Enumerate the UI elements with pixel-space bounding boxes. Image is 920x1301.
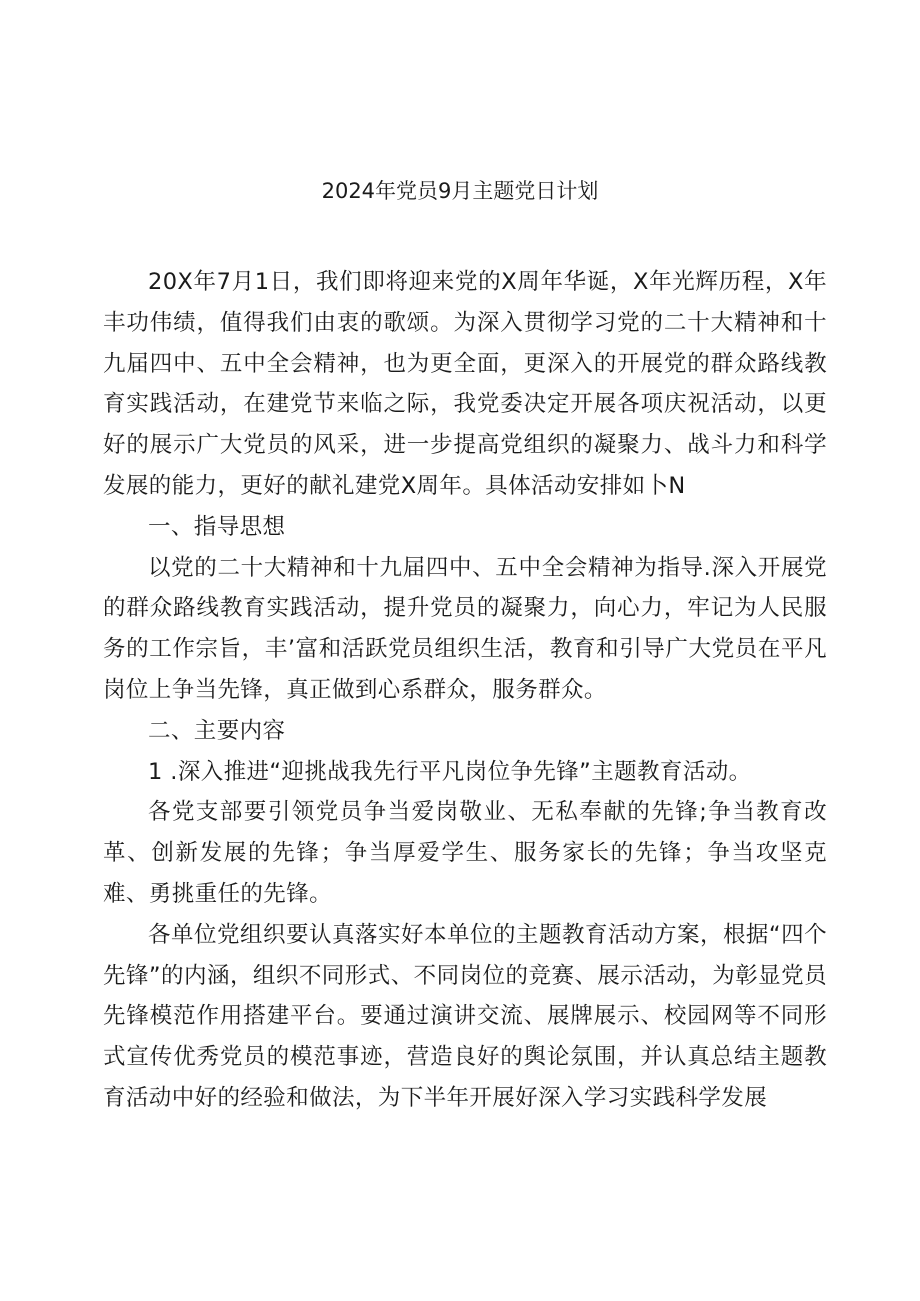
document-body	[103, 262, 827, 1119]
subheading-item-1: 1 .深入推进“迎挑战我先行平凡岗位争先锋”主题教育活动。	[148, 758, 752, 785]
guiding-ideology-paragraph: 以党的二十大精神和十九届四中、五中全会精神为指导.深入开展党的群众路线教育实践活动，提升党员的凝聚力，向心力，牢记为人民服务的工作宗旨，丰’富和活跃党员组织生活，教育和引导广大党员在平凡岗位上争当先锋，真正做到心系群众，服务群众。	[103, 554, 827, 703]
section-heading-guiding-ideology: 一、指导思想	[148, 513, 286, 540]
document-title: 2024年党员9月主题党日计划	[321, 179, 599, 203]
implementation-paragraph: 各单位党组织要认真落实好本单位的主题教育活动方案，根据“四个先锋”的内涵，组织不同形式、不同岗位的竞赛、展示活动，为彰显党员先锋模范作用搭建平台。要通过演讲交流、展牌展示、校园网等不同形式宣传优秀党员的模范事迹，营造良好的舆论氛围，并认真总结主题教育活动中好的经验和做法，为下半年开展好深入学习实践科学发展	[103, 921, 827, 1111]
vanguard-paragraph: 各党支部要引领党员争当爱岗敬业、无私奉献的先锋;争当教育改革、创新发展的先锋；争当厚爱学生、服务家长的先锋；争当攻坚克难、勇挑重任的先锋。	[103, 799, 827, 907]
intro-paragraph: 20X年7月1日，我们即将迎来党的X周年华诞，X年光辉历程，X年丰功伟绩，值得我们由衷的歌颂。为深入贯彻学习党的二十大精神和十九届四中、五中全会精神，也为更全面，更深入的开展党的群众路线教育实践活动，在建党节来临之际，我党委决定开展各项庆祝活动，以更好的展示广大党员的风采，进一步提高党组织的凝聚力、战斗力和科学发展的能力，更好的献礼建党X周年。具体活动安排如卜N	[103, 269, 827, 499]
section-heading-main-content: 二、主要内容	[148, 717, 286, 744]
